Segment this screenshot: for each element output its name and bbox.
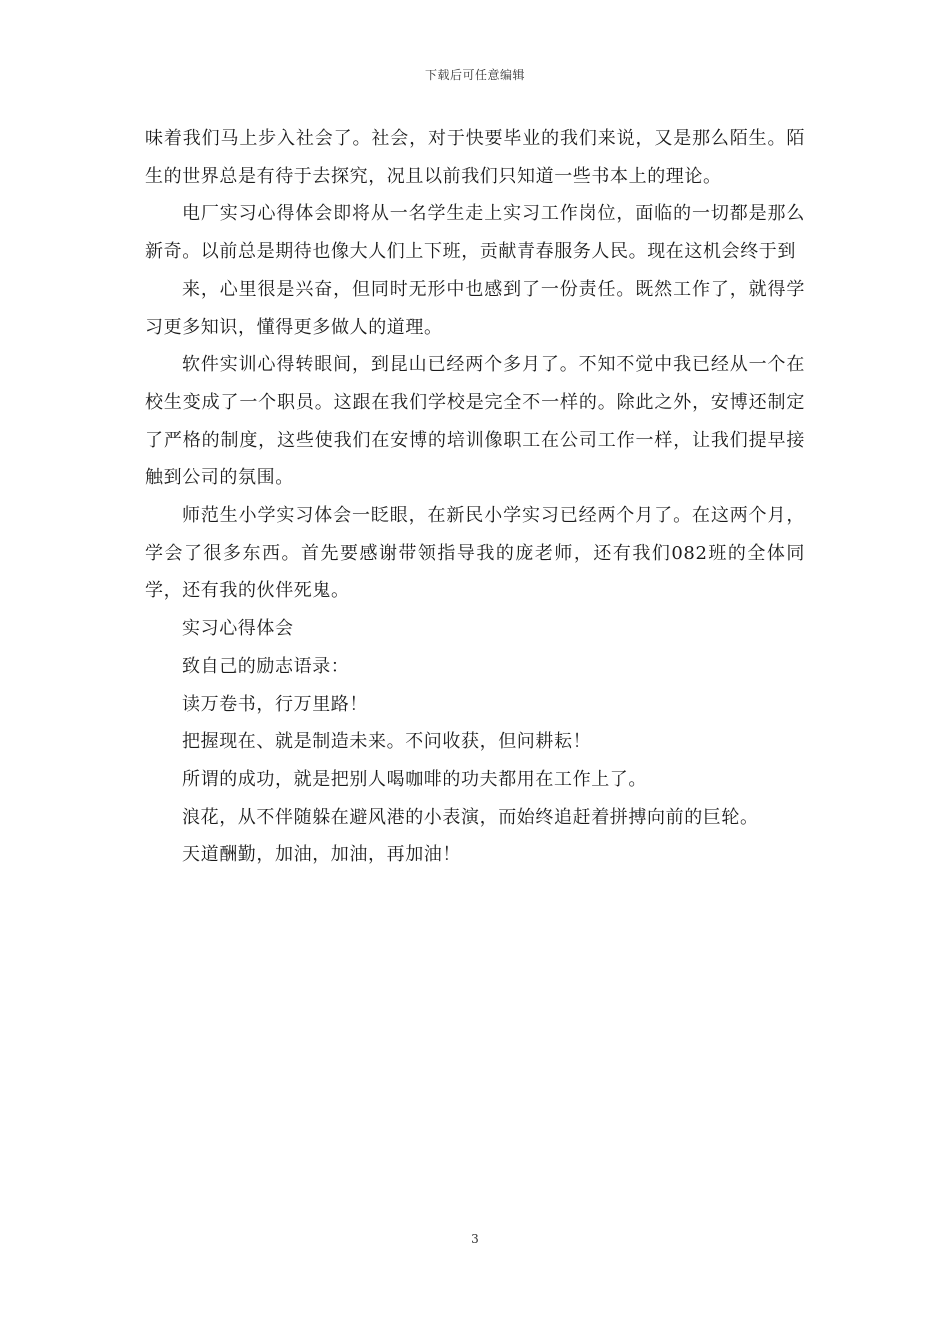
paragraph: 师范生小学实习体会一眨眼，在新民小学实习已经两个月了。在这两个月，学会了很多东西。首先要感谢带领指导我的庞老师，还有我们082班的全体同学，还有我的伙伴死鬼。	[145, 505, 805, 602]
quote-line: 把握现在、就是制造未来。不问收获，但问耕耘！	[182, 731, 592, 753]
page-header: 下载后可任意编辑	[424, 68, 525, 82]
document-body	[145, 120, 805, 874]
page-number: 3	[471, 1232, 479, 1246]
section-heading: 实习心得体会	[182, 618, 294, 640]
quote-line: 读万卷书，行万里路！	[182, 693, 368, 715]
quote-line: 天道酬勤，加油，加油，再加油！	[182, 844, 461, 866]
quote-line: 浪花，从不伴随躲在避风港的小表演，而始终追赶着拼搏向前的巨轮。	[182, 806, 759, 828]
paragraph: 致自己的励志语录：	[182, 655, 350, 677]
paragraph: 软件实训心得转眼间，到昆山已经两个多月了。不知不觉中我已经从一个在校生变成了一个职员。这跟在我们学校是完全不一样的。除此之外，安博还制定了严格的制度，这些使我们在安博的培训像职工在公司工作一样，让我们提早接触到公司的氛围。	[145, 354, 805, 489]
paragraph: 味着我们马上步入社会了。社会，对于快要毕业的我们来说，又是那么陌生。陌生的世界总是有待于去探究，况且以前我们只知道一些书本上的理论。	[145, 128, 805, 187]
paragraph: 来，心里很是兴奋，但同时无形中也感到了一份责任。既然工作了，就得学习更多知识，懂得更多做人的道理。	[145, 278, 805, 338]
quote-line: 所谓的成功，就是把别人喝咖啡的功夫都用在工作上了。	[182, 768, 647, 790]
paragraph: 电厂实习心得体会即将从一名学生走上实习工作岗位，面临的一切都是那么新奇。以前总是期待也像大人们上下班，贡献青春服务人民。现在这机会终于到	[145, 203, 805, 263]
